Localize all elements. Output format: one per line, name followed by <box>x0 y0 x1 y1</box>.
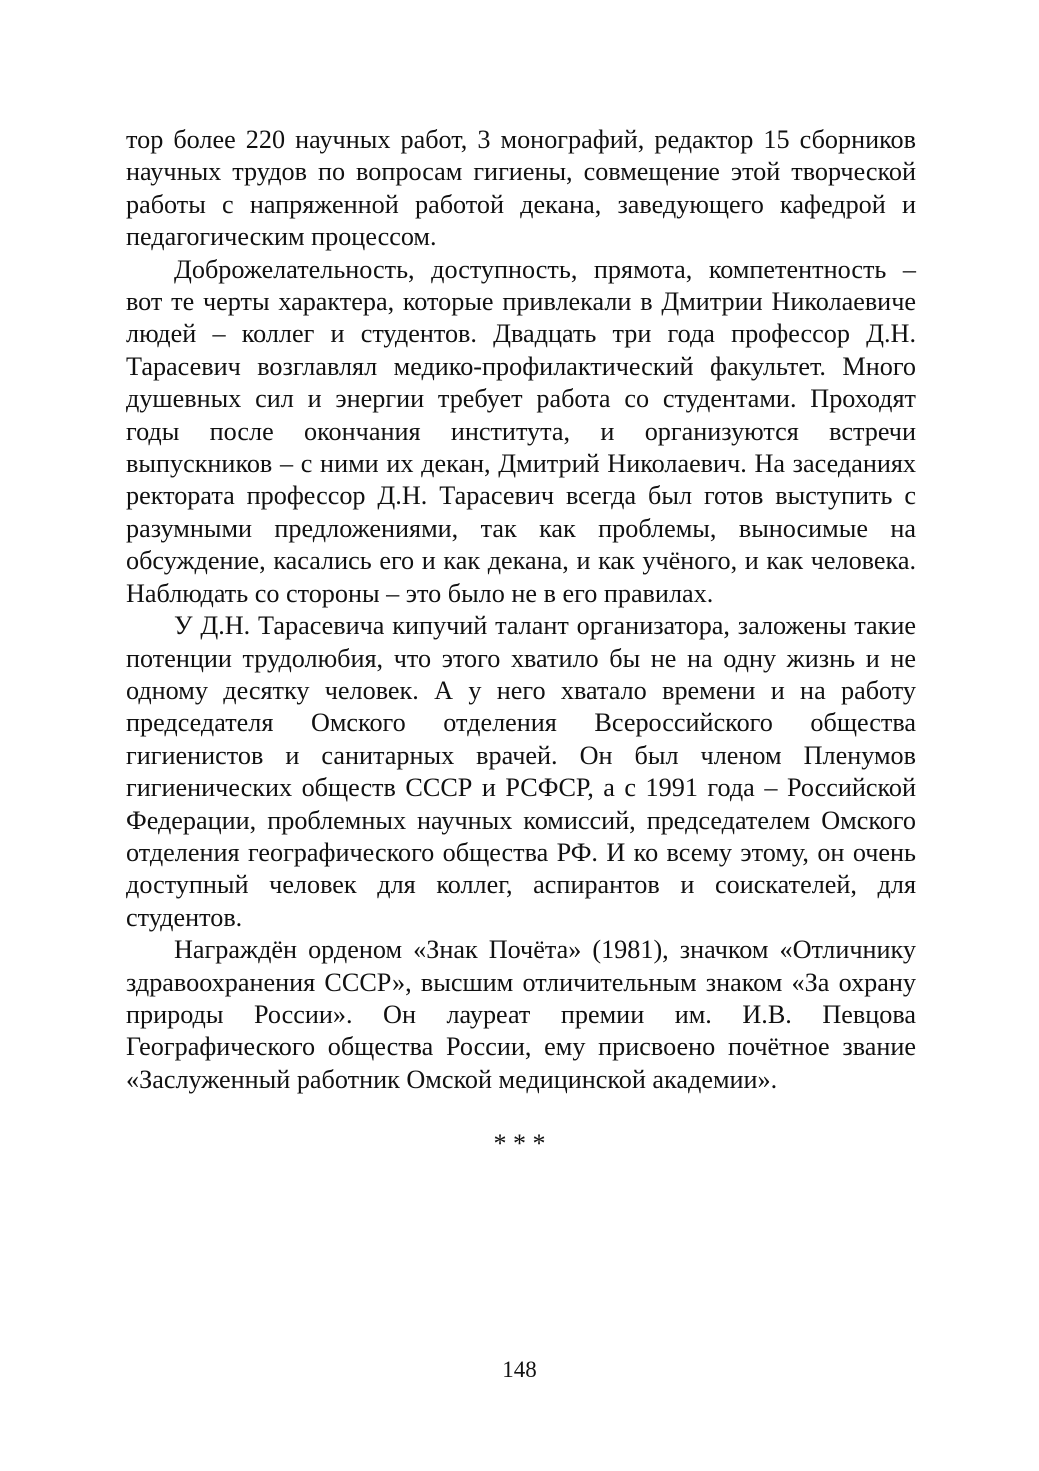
paragraph-organizer-talent: У Д.Н. Тарасевича кипучий талант организатора, заложены такие потенции трудолюбия, что этого хватило бы не на одну жизнь и не одному десятку человек. А у него хватало времени и на работу председателя Омского отделения Всероссийского общества гигиенистов и санитарных врачей. Он был членом Пленумов гигиенических обществ СССР и РСФСР, а с 1991 года – Российской Федерации, проблемных научных комиссий, председателем Омского отделения географического общества РФ. И ко всему этому, он очень доступный человек для коллег, аспирантов и соискателей, для студентов. <box>126 611 916 932</box>
page-number: 148 <box>502 1357 537 1382</box>
paragraph-awards: Награждён орденом «Знак Почёта» (1981), значком «Отличнику здравоохранения СССР», высшим отличительным знаком «За охрану природы России». Он лауреат премии им. И.В. Певцова Географического общества России, ему присвоено почётное звание «Заслуженный работник Омской медицинской академии». <box>126 935 916 1094</box>
section-separator: * * * <box>493 1129 546 1158</box>
paragraph-continuation: тор более 220 научных работ, 3 монографий, редактор 15 сборников научных трудов по вопросам гигиены, совмещение этой творческой работы с напряженной работой декана, заведующего кафедрой и педагогическим процессом. <box>126 125 916 252</box>
paragraph-character-traits: Доброжелательность, доступность, прямота, компетентность – вот те черты характера, которые привлекали в Дмитрии Николаевиче людей – коллег и студентов. Двадцать три года профессор Д.Н. Тарасевич возглавлял медико-профилактический факультет. Много душевных сил и энергии требует работа со студентами. Проходят годы после окончания института, и организуются встречи выпускников – с ними их декан, Дмитрий Николаевич. На заседаниях ректората профессор Д.Н. Тарасевич всегда был готов выступить с разумными предложениями, так как проблемы, выносимые на обсуждение, касались его и как декана, и как учёного, и как человека. Наблюдать со стороны – это было не в его правилах. <box>126 254 916 608</box>
body-text <box>126 124 916 1096</box>
